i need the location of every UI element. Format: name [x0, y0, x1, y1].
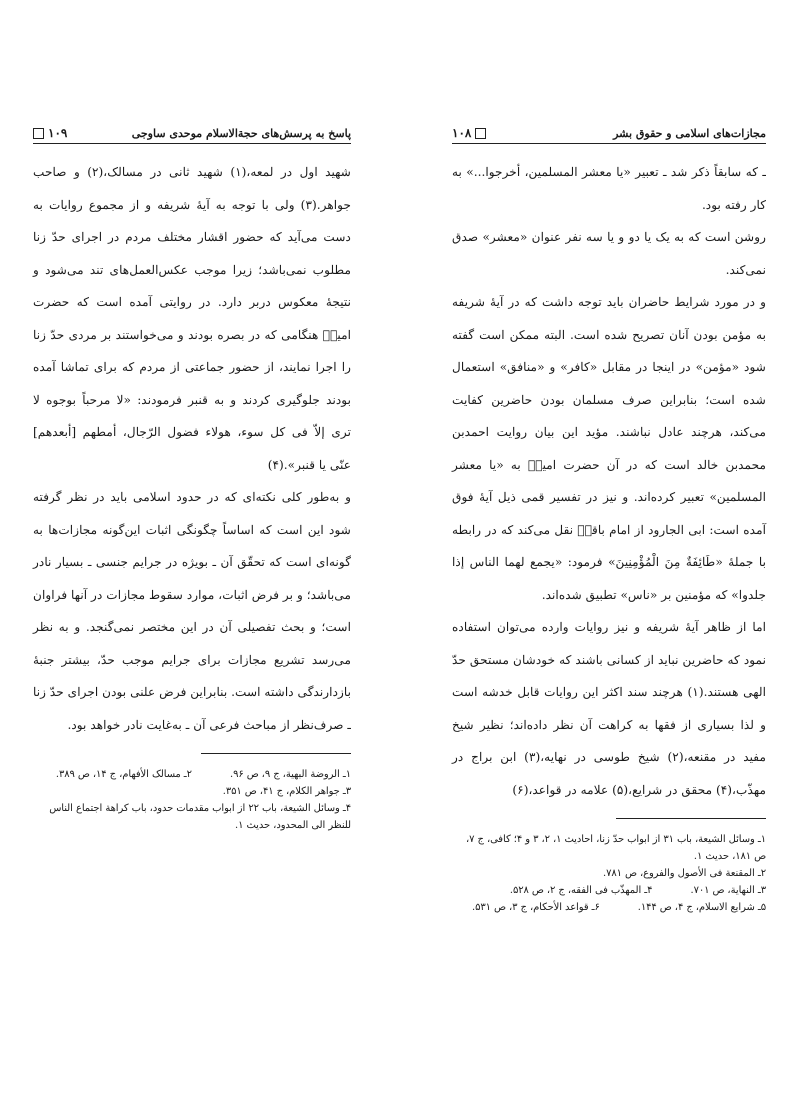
footnote-row [33, 766, 351, 783]
footnote-row [452, 899, 766, 916]
footnote: ۴ـ وسائل الشیعة، باب ۲۲ از ابواب مقدمات حدود، باب کراهة اجتماع الناس للنظر الی المحدود، حدیث ۱. [49, 803, 351, 831]
body-text [33, 156, 351, 741]
page-header [452, 118, 766, 144]
footnote: ۱ـ الروضة البهیة، ج ۹، ص ۹۶. [229, 769, 351, 780]
page-number [452, 126, 486, 140]
paragraph: شهید اول در لمعه،(۱) شهید ثانی در مسالک،(۲) و صاحب جواهر.(۳) ولی با توجه به آیهٔ شریفه و از مجموع روایات به دست می‌آید که حضور اقشار مختلف مردم در اجرای حدّ زنا مطلوب نمی‌باشد؛ زیرا موجب عکس‌العمل‌های تند می‌شود و نتیجهٔ معکوس دربر دارد. در روایتی آمده است که حضرت امیرؑ هنگامی که در بصره بودند و می‌خواستند بر مردی حدّ زنا را اجرا نمایند، از حضور جماعتی از مردم که برای تماشا آمده بودند جلوگیری کردند و به قنبر فرمودند: «لا مرحباً بوجوه لا تری إلاّ فی کل سوء، هولاء فضول الرّجال، أمطهم [أبعدهم] عنّی یا قنبر».(۴) [33, 165, 351, 472]
page-header [33, 118, 351, 144]
footnote: ۲ـ مسالک الأفهام، ج ۱۴، ص ۳۸۹. [55, 769, 192, 780]
paragraph: ـ که سابقاً ذکر شد ـ تعبیر «یا معشر المسلمین، أخرجوا...» به کار رفته بود. [452, 165, 766, 212]
footnote: ۶ـ قواعد الأحکام، ج ۳، ص ۵۳۱. [471, 902, 600, 913]
left-page [33, 118, 351, 834]
footnote: ۳ـ النهایة، ص ۷۰۱. [690, 885, 766, 896]
footnotes [33, 766, 351, 834]
footnote: ۲ـ المقنعة فی الأصول والفروع، ص ۷۸۱. [602, 868, 766, 879]
page-number-text: ۱۰۹ [48, 126, 68, 140]
paragraph: و در مورد شرایط حاضران باید توجه داشت که در آیهٔ شریفه به مؤمن بودن آنان تصریح شده است. البته ممکن است گفته شود «مؤمن» در اینجا در مقابل «کافر» و «منافق» استعمال شده است؛ بنابراین صرف مسلمان بودن حاضرین کفایت می‌کند، هرچند عادل نباشند. مؤید این بیان روایت احمدبن محمدبن خالد است که در آن حضرت امیرؑ به «یا معشر المسلمین» تعبیر کرده‌اند. و نیز در تفسیر قمی ذیل آیهٔ فوق آمده است: ابی الجارود از امام باقرؑ نقل می‌کند که در رابطه با جملهٔ «طَائِفَةٌ مِنَ الْمُؤْمِنِینَ» فرمود: «یجمع لهما الناس إذا جلدوا» که مؤمنین بر «ناس» تطبیق شده‌اند. [452, 295, 766, 602]
running-title: پاسخ به پرسش‌های حجةالاسلام موحدی ساوجی [131, 127, 351, 140]
right-page [452, 118, 766, 916]
page-number-text: ۱۰۸ [452, 126, 472, 140]
footnote-separator [616, 818, 766, 819]
body-text [452, 156, 766, 806]
footnote-row [452, 882, 766, 899]
footnote-separator [201, 753, 351, 754]
footnote: ۳ـ جواهر الکلام، ج ۴۱، ص ۳۵۱. [222, 786, 351, 797]
paragraph: روشن است که به یک یا دو و یا سه نفر عنوان «معشر» صدق نمی‌کند. [452, 230, 766, 277]
footnotes [452, 831, 766, 916]
paragraph: و به‌طور کلی نکته‌ای که در حدود اسلامی باید در نظر گرفته شود این است که اساساً چگونگی اثبات این‌گونه مجازات‌ها به گونه‌ای است که تحقّق آن ـ بویژه در جرایم جنسی ـ بسیار نادر می‌باشد؛ و بر فرض اثبات، موارد سقوط مجازات در آنها فراوان است؛ و بحث تفصیلی آن در این مختصر نمی‌گنجد. و به نظر می‌رسد تشریع مجازات برای جرایم موجب حدّ، بیشتر جنبهٔ بازدارندگی داشته است. بنابراین فرض علنی بودن اجرای حدّ زنا ـ صرف‌نظر از مباحث فرعی آن ـ به‌غایت نادر خواهد بود. [33, 490, 351, 732]
footnote: ۱ـ وسائل الشیعة، باب ۳۱ از ابواب حدّ زنا، احادیث ۱، ۲، ۳ و ۴؛ کافی، ج ۷، ص ۱۸۱، حدیث ۱. [465, 834, 766, 862]
paragraph: اما از ظاهر آیهٔ شریفه و نیز روایات وارده می‌توان استفاده نمود که حاضرین نباید از کسانی باشند که خودشان مستحق حدّ الهی هستند.(۱) هرچند سند اکثر این روایات قابل خدشه است و لذا بسیاری از فقها به کراهت آن نظر داده‌اند؛ نظیر شیخ مفید در مقنعه،(۲) شیخ طوسی در نهایه،(۳) ابن براج در مهذّب،(۴) محقق در شرایع،(۵) علامه در قواعد،(۶) [452, 620, 766, 797]
page-number [33, 126, 67, 140]
footnote: ۵ـ شرایع الاسلام، ج ۴، ص ۱۴۴. [637, 902, 766, 913]
footnote: ۴ـ المهذّب فی الفقه، ج ۲، ص ۵۲۸. [509, 885, 653, 896]
square-bullet-icon [33, 128, 44, 139]
running-title: مجازات‌های اسلامی و حقوق بشر [613, 127, 766, 140]
square-bullet-icon [475, 128, 486, 139]
